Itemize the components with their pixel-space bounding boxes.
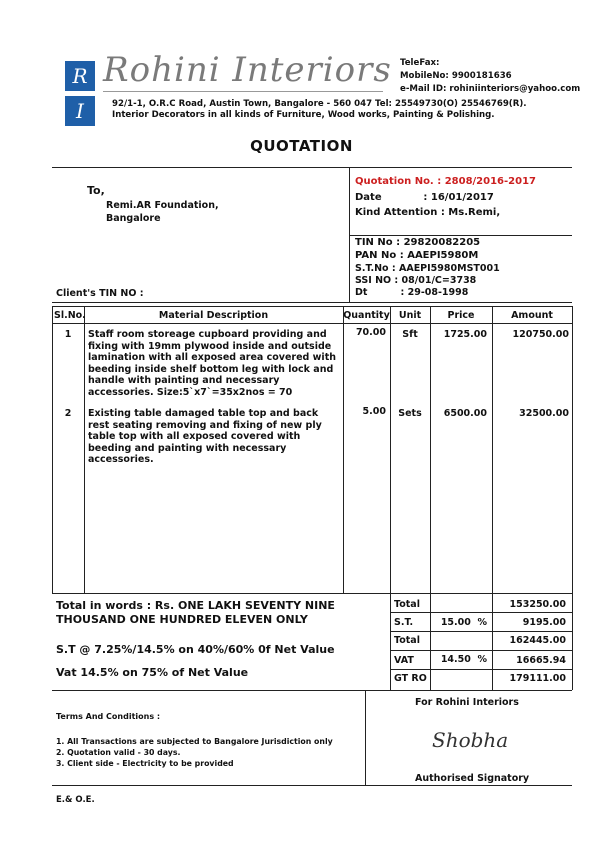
col-header-unit: Unit — [398, 310, 422, 321]
col-header-description: Material Description — [158, 310, 269, 321]
col-header-price: Price — [447, 310, 475, 321]
table-top-rule-2 — [52, 306, 572, 307]
company-address: 92/1-1, O.R.C Road, Austin Town, Bangalore - 560 047 Tel: 25549730(O) 25546769(R). — [112, 99, 527, 109]
client-tin: Client's TIN NO : — [56, 288, 144, 299]
header-top-rule — [52, 167, 572, 168]
totals-row-rule-4 — [390, 669, 572, 670]
totals-value-1: 153250.00 — [509, 599, 566, 610]
row2-sl: 2 — [64, 408, 72, 419]
totals-value-5: 179111.00 — [509, 673, 566, 684]
quotation-date: Date : 16/01/2017 — [355, 192, 494, 203]
row1-quantity: 70.00 — [355, 327, 386, 338]
signature: Shobha — [432, 728, 509, 752]
for-company-label: For Rohini Interiors — [415, 697, 519, 708]
kind-attention: Kind Attention : Ms.Remi, — [355, 207, 501, 218]
quotation-number: Quotation No. : 2808/2016-2017 — [355, 176, 536, 187]
col-line-1 — [84, 306, 85, 593]
totals-value-3: 162445.00 — [509, 635, 566, 646]
row2-description: Existing table damaged table top and back rest seating removing and fixing of new ply table top with all exposed covered with beeding and painting with necessary accessories. — [88, 408, 322, 465]
totals-label-1: Total — [394, 599, 420, 610]
tin-number: TIN No : 29820082205 — [355, 237, 481, 248]
footer-rule — [52, 785, 572, 786]
ssi-number: SSI NO : 08/01/C=3738 — [355, 275, 477, 286]
brand-underline — [103, 91, 383, 92]
row2-quantity: 5.00 — [362, 406, 386, 417]
st-note: S.T @ 7.25%/14.5% on 40%/60% 0f Net Value — [56, 643, 335, 656]
logo-i: I — [65, 96, 95, 126]
ssi-date: Dt : 29-08-1998 — [355, 287, 469, 298]
totals-rate-4: 14.50 % — [440, 654, 487, 665]
col-line-0 — [52, 306, 53, 593]
row2-amount: 32500.00 — [519, 408, 569, 419]
totals-value-4: 16665.94 — [516, 655, 566, 666]
row1-sl: 1 — [64, 329, 72, 340]
totals-divider-2 — [430, 593, 431, 690]
row2-unit: Sets — [398, 408, 422, 419]
totals-row-rule-1 — [390, 612, 572, 613]
company-tagline: Interior Decorators in all kinds of Furniture, Wood works, Painting & Polishing. — [112, 110, 495, 120]
col-line-6 — [572, 306, 573, 593]
totals-label-2: S.T. — [394, 617, 414, 628]
client-name: Remi.AR Foundation, — [106, 200, 219, 211]
table-header-rule — [52, 323, 572, 324]
to-label: To, — [87, 184, 105, 197]
col-line-5 — [492, 306, 493, 593]
totals-row-rule-3 — [390, 650, 572, 651]
table-bottom-rule — [52, 593, 572, 594]
col-header-quantity: Quantity — [343, 310, 390, 321]
totals-divider-4 — [572, 593, 573, 690]
col-line-2 — [343, 306, 344, 593]
totals-value-2: 9195.00 — [522, 617, 566, 628]
terms-heading: Terms And Conditions : — [56, 712, 161, 721]
col-header-amount: Amount — [511, 310, 553, 321]
table-top-rule — [52, 302, 572, 303]
totals-bottom-rule — [52, 690, 572, 691]
totals-row-rule-2 — [390, 631, 572, 632]
col-line-4 — [430, 306, 431, 593]
terms-item-1: 1. All Transactions are subjected to Bangalore Jurisdiction only — [56, 737, 333, 746]
company-name: Rohini Interiors — [103, 50, 392, 90]
totals-label-3: Total — [394, 635, 420, 646]
row1-amount: 120750.00 — [512, 329, 569, 340]
page-title: QUOTATION — [250, 137, 353, 155]
row1-description: Staff room storeage cupboard providing and fixing with 19mm plywood inside and outside lamination with all exposed area covered with beeding inside shelf bottom leg with lock and handle with painting and necessary accessories. Size:5`x7`=35x2nos = 70 — [88, 329, 336, 398]
email-address: e-Mail ID: rohiniinteriors@yahoo.com — [400, 84, 581, 94]
col-header-slno: Sl.No. — [54, 310, 86, 321]
totals-label-5: GT RO — [394, 673, 427, 684]
logo-r: R — [65, 61, 95, 91]
totals-divider-1 — [390, 593, 391, 690]
telefax-label: TeleFax: — [400, 58, 440, 68]
row1-price: 1725.00 — [443, 329, 487, 340]
row2-price: 6500.00 — [443, 408, 487, 419]
totals-label-4: VAT — [394, 655, 414, 666]
mobile-number: MobileNo: 9900181636 — [400, 71, 512, 81]
terms-item-3: 3. Client side - Electricity to be provided — [56, 759, 234, 768]
col-line-3 — [390, 306, 391, 593]
header-mid-rule — [349, 235, 572, 236]
authorised-signatory: Authorised Signatory — [415, 773, 530, 784]
total-in-words: Total in words : Rs. ONE LAKH SEVENTY NINE THOUSAND ONE HUNDRED ELEVEN ONLY — [56, 599, 335, 626]
st-number: S.T.No : AAEPI5980MST001 — [355, 263, 500, 274]
row1-unit: Sft — [402, 329, 418, 340]
vat-note: Vat 14.5% on 75% of Net Value — [56, 666, 249, 679]
terms-item-2: 2. Quotation valid - 30 days. — [56, 748, 181, 757]
totals-rate-2: 15.00 % — [440, 617, 487, 628]
pan-number: PAN No : AAEPI5980M — [355, 250, 479, 261]
client-city: Bangalore — [106, 213, 161, 224]
footer-divider — [365, 690, 366, 785]
eoe-note: E.& O.E. — [56, 795, 95, 805]
